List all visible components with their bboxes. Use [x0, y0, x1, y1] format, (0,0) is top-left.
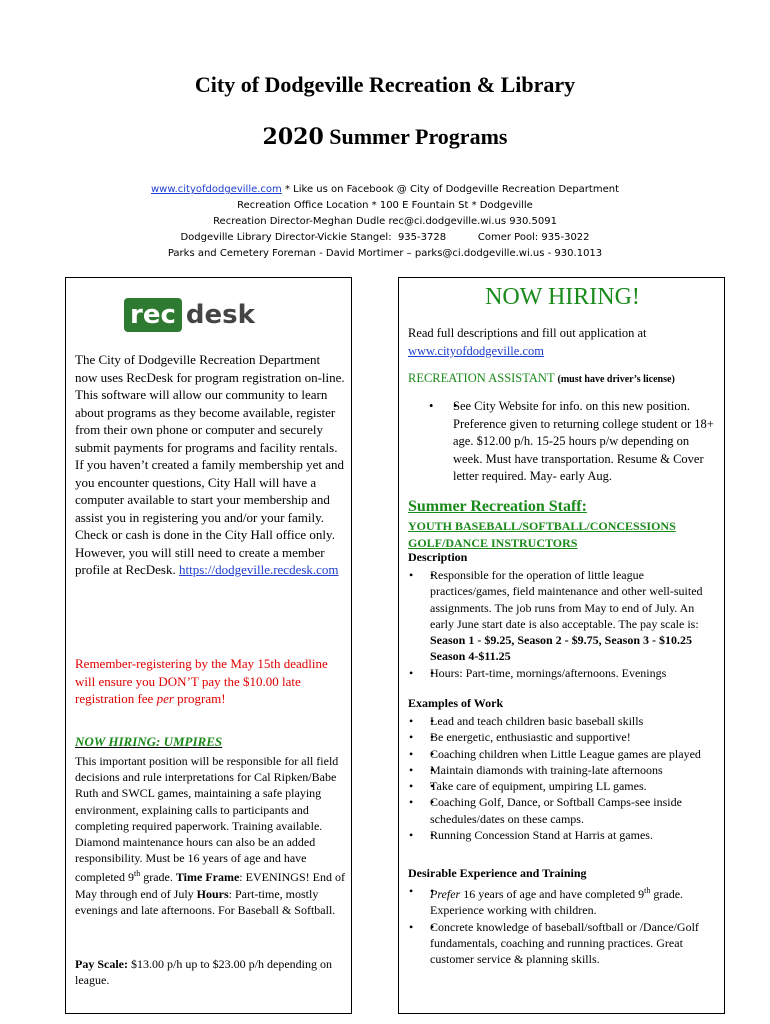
assistant-bullet: • • See City Website for info. on this new position. Preference given to returning college student or 18+ age. $12.00 p/h. 15-25 hours p/w depending on week. Must have transportation. Resume & Cover letter required. May- early Aug.: [453, 398, 718, 486]
contact-block: [0, 182, 770, 262]
example-text: Be energetic, enthusiastic and supportive!: [430, 730, 631, 745]
recdesk-intro: [75, 351, 345, 579]
examples-label: Examples of Work: [408, 696, 504, 710]
pay-label: Pay Scale:: [75, 957, 128, 971]
apply-text: Read full descriptions and fill out application at: [408, 326, 647, 340]
assistant-note: (must have driver’s license): [557, 374, 675, 385]
apply-link[interactable]: www.cityofdodgeville.com: [408, 344, 544, 358]
example-text: Maintain diamonds with training-late afternoons: [430, 762, 663, 777]
desirable-text-2: Concrete knowledge of baseball/softball or /Dance/Golf fundamentals, coaching and running practices. Great customer service & planning skills.: [430, 919, 699, 967]
registration-reminder: [75, 655, 345, 708]
rec-director: Recreation Director-Meghan Dudle rec@ci.dodgeville.wi.us 930.5091: [213, 216, 557, 227]
year: 2020: [262, 124, 324, 150]
assistant-title: [408, 371, 724, 386]
logo-desk: desk: [185, 300, 255, 330]
recdesk-link[interactable]: https://dodgeville.recdesk.com: [178, 562, 339, 577]
desirable-list: [409, 883, 722, 967]
description-item: • • Responsible for the operation of little league practices/games, field maintenance and other well-suited assignments. The job runs from May to end of July. An early June start date is also acceptable. The pay scale is: Season 1 - $9.25, Season 2 - $9.75, Season 3 - $10.25 Season 4-$11.25: [430, 567, 720, 665]
umpires-sup: th: [133, 869, 141, 879]
facebook-line: * Like us on Facebook @ City of Dodgeville Recreation Department: [281, 184, 619, 195]
pay-seasons: Season 1 - $9.25, Season 2 - $9.75, Season 3 - $10.25 Season 4-$11.25: [430, 633, 693, 664]
umpires-heading-text: NOW HIRING: UMPIRES: [75, 734, 223, 749]
example-item: • • Take care of equipment, umpiring LL games.: [430, 778, 722, 794]
example-text: Lead and teach children basic baseball skills: [430, 714, 644, 728]
example-text: Running Concession Stand at Harris at games.: [430, 828, 653, 843]
apply-intro: [408, 324, 718, 360]
pay-text: $13.00 p/h up to $23.00 p/h depending on league.: [75, 957, 332, 988]
desirable-text-end: grade. Experience working with children.: [430, 887, 684, 918]
prefer-text: Prefer: [430, 887, 461, 901]
reminder-text: Remember-registering by the May 15th deadline will ensure you DON’T pay the $10.00 late registration fee: [75, 656, 328, 706]
reminder-per: per: [156, 691, 174, 706]
example-item: • • Coaching Golf, Dance, or Softball Camps-see inside schedules/dates on these camps.: [430, 794, 722, 827]
umpires-heading: [75, 734, 345, 750]
example-item: • • Lead and teach children basic baseball skills: [430, 713, 722, 729]
left-panel: [65, 277, 352, 1014]
example-text: Coaching Golf, Dance, or Softball Camps-see inside schedules/dates on these camps.: [430, 795, 682, 826]
desirable-item: • • Prefer 16 years of age and have completed 9th grade. Experience working with children.: [430, 883, 722, 919]
timeframe-label: Time Frame: [175, 870, 240, 885]
umpires-description: [75, 753, 347, 918]
example-text: Take care of equipment, umpiring LL games.: [430, 779, 647, 794]
example-item: • • Coaching children when Little League games are played: [430, 746, 722, 762]
subtitle-text: Summer Programs: [329, 124, 508, 149]
description-list: [409, 567, 720, 681]
hours-text: : Part-time, mostly evenings and late afternoons. For Baseball & Softball.: [75, 886, 336, 917]
reminder-end: program!: [173, 691, 226, 706]
hours-label: Hours: [196, 886, 229, 901]
example-text: Coaching children when Little League games are played: [430, 746, 701, 761]
office-location: Recreation Office Location * 100 E Fountain St * Dodgeville: [237, 200, 533, 211]
staff-subheading: YOUTH BASEBALL/SOFTBALL/CONCESSIONS GOLF/DANCE INSTRUCTORS: [408, 519, 676, 550]
desirable-item: • • Concrete knowledge of baseball/softball or /Dance/Golf fundamentals, coaching and running practices. Great customer service & planning skills.: [430, 919, 722, 968]
page-subtitle: [0, 124, 770, 150]
intro-text: The City of Dodgeville Recreation Department now uses RecDesk for program registration on-line. This software will allow our community to learn about programs as they become available, register from their own phone or computer and securely submit payments for programs and facility rentals. If you haven’t created a family membership yet and you encounter questions, City Hall will have a computer available to start your membership and assist you in registering you and/or your family. Check or cash is done in the City Hall office only. However, you will still need to create a member profile at RecDesk.: [75, 352, 345, 577]
desirable-text: 16 years of age and have completed 9: [460, 887, 645, 901]
staff-heading: Summer Recreation Staff:: [408, 498, 587, 515]
umpires-text: This important position will be responsible for all field decisions and rule interpretations for Cal Ripken/Babe Ruth and SWCL games, maintaining a safe playing environment, explaining calls to participants and completing required paperwork. Training available. Diamond maintenance hours can also be an added responsibility. Must be 16 years of age and have completed 9: [75, 754, 339, 885]
library-director: Dodgeville Library Director-Vickie Stangel: 935-3728 Comer Pool: 935-3022: [180, 232, 590, 243]
description-item: • • Hours: Part-time, mornings/afternoons. Evenings: [430, 665, 720, 681]
desc-text: Responsible for the operation of little league practices/games, field maintenance and other well-suited assignments. The job runs from May to end of July. An early June start date is also acceptable. The pay scale is:: [430, 568, 703, 631]
parks-foreman: Parks and Cemetery Foreman - David Mortimer – parks@ci.dodgeville.wi.us - 930.1013: [167, 248, 603, 259]
page-title: City of Dodgeville Recreation & Library: [194, 72, 576, 97]
logo-rec: rec: [124, 298, 182, 332]
examples-list: [409, 713, 722, 843]
description-label: Description: [408, 550, 468, 564]
example-item: • • Be energetic, enthusiastic and supportive!: [430, 729, 722, 745]
desirable-label: Desirable Experience and Training: [408, 866, 587, 880]
example-item: • • Maintain diamonds with training-late afternoons: [430, 762, 722, 778]
example-item: • • Running Concession Stand at Harris at games.: [430, 827, 722, 843]
right-panel: [398, 277, 725, 1014]
assistant-list: [429, 398, 718, 486]
umpires-grade: grade.: [140, 870, 176, 885]
now-hiring-heading: NOW HIRING!: [485, 284, 640, 310]
timeframe-text: : EVENINGS! End of May through end of July: [75, 870, 345, 901]
desc-hours: Hours: Part-time, mornings/afternoons. Evenings: [430, 665, 667, 680]
assistant-bullet-text: See City Website for info. on this new position. Preference given to returning college student or 18+ age. $12.00 p/h. 15-25 hours p/w depending on week. Must have transportation. Resume & Cover letter required. May- early Aug.: [453, 399, 714, 483]
pay-scale: [75, 956, 345, 988]
recdesk-logo: [124, 298, 255, 332]
assistant-title-text: RECREATION ASSISTANT: [408, 371, 558, 385]
website-link[interactable]: www.cityofdodgeville.com: [150, 184, 282, 195]
desirable-sup: th: [644, 886, 651, 895]
